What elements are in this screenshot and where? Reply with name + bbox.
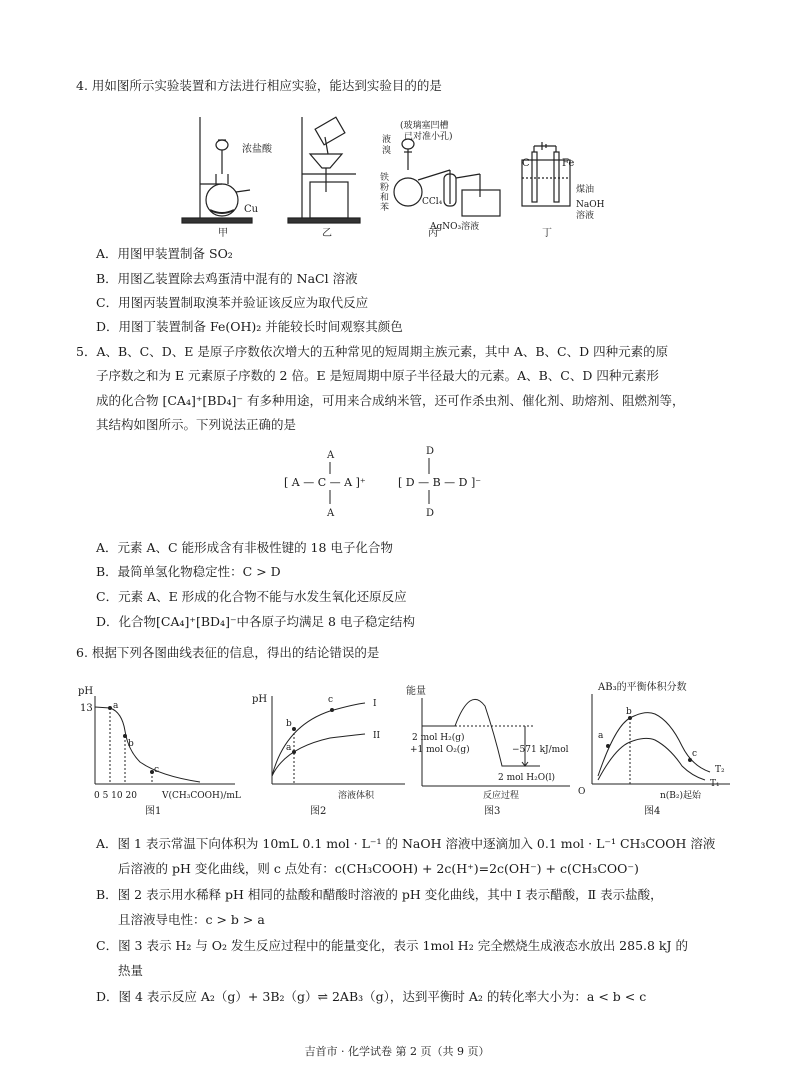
fig4-t2: T₂: [715, 765, 725, 775]
q6-figures: [70, 676, 730, 826]
label-jia: 甲: [218, 228, 228, 237]
fig2-ylabel: pH: [252, 694, 268, 705]
fig2-point-b: b: [286, 719, 292, 729]
label-iron-2: 粉: [380, 183, 390, 193]
q5-option-a: A．元素 A、C 能形成含有非极性键的 18 电子化合物: [96, 540, 393, 555]
q4-option-d: D．用图丁装置制备 Fe(OH)₂ 并能较长时间观察其颜色: [96, 319, 403, 334]
q5-option-b: B．最简单氢化物稳定性：C > D: [96, 564, 281, 579]
label-iron-3: 和: [380, 193, 390, 203]
q5-option-d: D．化合物[CA₄]⁺[BD₄]⁻中各原子均满足 8 电子稳定结构: [96, 614, 415, 629]
fig1-point-b: b: [128, 739, 134, 749]
fig2-curve-2: II: [373, 731, 381, 741]
q4-option-b: B．用图乙装置除去鸡蛋清中混有的 NaCl 溶液: [96, 271, 358, 286]
label-conc-hcl: 浓盐酸: [242, 144, 272, 155]
label-glass-plug-2: 已对准小孔): [404, 132, 453, 142]
label-yi: 乙: [322, 228, 332, 237]
fig2-point-c: c: [328, 695, 334, 705]
apparatus-ding: [522, 142, 570, 206]
q4-option-c: C．用图丙装置制取溴苯并验证该反应为取代反应: [96, 295, 369, 310]
fig1-y13: 13: [80, 703, 93, 714]
fig3-xlabel: 反应过程: [483, 791, 520, 801]
label-glass-plug-1: (玻璃塞凹槽: [400, 121, 449, 131]
fig2-caption: 图2: [310, 806, 327, 817]
structure-top-d: D: [426, 446, 435, 457]
structure-anion: [ D — B — D ]⁻: [398, 476, 482, 489]
fig1-xlabel: V(CH₃COOH)/mL: [162, 791, 241, 801]
q4-option-a: A．用图甲装置制备 SO₂: [96, 246, 233, 261]
label-bing: 丙: [428, 228, 438, 237]
q6-option-a-line2: 后溶液的 pH 变化曲线，则 c 点处有：c(CH₃COOH) + 2c(H⁺)=2c(OH⁻) + c(CH₃COO⁻): [118, 861, 639, 876]
q6-option-c-line2: 热量: [118, 963, 144, 978]
fig3: [406, 684, 570, 817]
q6-option-b-line1: B．图 2 表示用水稀释 pH 相同的盐酸和醋酸时溶液的 pH 变化曲线，其中 Ⅰ 表示醋酸，Ⅱ 表示盐酸，: [96, 887, 663, 902]
fig2-xlabel: 溶液体积: [338, 791, 375, 801]
label-cu: Cu: [244, 204, 259, 215]
structure-bottom-a: A: [327, 508, 335, 519]
label-fe: Fe: [562, 158, 575, 169]
structure-bottom-d: D: [426, 508, 435, 519]
fig2: [252, 694, 405, 817]
q6-stem: 6. 根据下列各图曲线表征的信息，得出的结论错误的是: [76, 645, 380, 660]
q4-stem: 4. 用如图所示实验装置和方法进行相应实验，能达到实验目的的是: [76, 78, 442, 93]
q5-stem-4: 其结构如图所示。下列说法正确的是: [96, 417, 297, 432]
fig1-point-c: c: [154, 765, 160, 775]
q6-option-b-line2: 且溶液导电性：c > b > a: [118, 912, 265, 927]
fig3-react-1: 2 mol H₂(g): [412, 733, 465, 743]
apparatus-yi: [288, 117, 360, 223]
label-ding: 丁: [542, 228, 552, 237]
q6-option-c-line1: C．图 3 表示 H₂ 与 O₂ 发生反应过程中的能量变化，表示 1mol H₂ 完全燃烧生成液态水放出 285.8 kJ 的: [96, 938, 688, 953]
q4-apparatus-figure: [160, 112, 620, 237]
fig4-point-c: c: [692, 749, 698, 759]
apparatus-bing: [394, 139, 500, 216]
fig3-react-2: +1 mol O₂(g): [410, 745, 470, 755]
fig3-product: 2 mol H₂O(l): [498, 773, 556, 783]
q5-stem-2: 子序数之和为 E 元素原子序数的 2 倍。E 是短周期中原子半径最大的元素。A、B、C、D 四种元素形: [96, 368, 659, 383]
fig3-caption: 图3: [484, 806, 501, 817]
fig1-caption: 图1: [145, 806, 162, 817]
q6-option-a-line1: A．图 1 表示常温下向体积为 10mL 0.1 mol · L⁻¹ 的 NaOH 溶液中逐滴加入 0.1 mol · L⁻¹ CH₃COOH 溶液: [96, 836, 716, 851]
fig1: [78, 686, 241, 817]
label-naoh-1: NaOH: [576, 200, 605, 210]
fig1-ylabel: pH: [78, 686, 94, 697]
label-ccl4: CCl₄: [422, 197, 443, 207]
fig2-curve-1: I: [373, 699, 377, 709]
fig4-ylabel: AB₃的平衡体积分数: [598, 682, 687, 693]
fig4-origin: O: [578, 787, 586, 797]
apparatus-jia: [182, 117, 252, 223]
fig3-dh: −571 kJ/mol: [512, 745, 569, 755]
structure-top-a: A: [327, 450, 335, 461]
label-naoh-2: 溶液: [576, 211, 595, 221]
label-iron-1: 铁: [380, 173, 390, 183]
label-c: C: [522, 158, 530, 169]
fig4-caption: 图4: [644, 806, 661, 817]
fig4-point-a: a: [598, 731, 604, 741]
q5-stem-1: 5．A、B、C、D、E 是原子序数依次增大的五种常见的短周期主族元素，其中 A、B、C、D 四种元素的原: [76, 344, 669, 359]
fig4-xlabel: n(B₂)起始: [660, 791, 702, 801]
fig4-point-b: b: [626, 707, 632, 717]
label-liquid-br-1: 液: [382, 135, 392, 145]
fig1-point-a: a: [113, 701, 119, 711]
fig4: [578, 680, 730, 817]
q5-structure-figure: [280, 442, 500, 522]
q5-option-c: C．元素 A、E 形成的化合物不能与水发生氧化还原反应: [96, 589, 407, 604]
fig2-point-a: a: [286, 743, 292, 753]
fig4-t1: T₁: [710, 779, 720, 789]
structure-cation: [ A — C — A ]⁺: [284, 476, 366, 489]
label-agno3: AgNO₃溶液: [430, 222, 480, 232]
page-footer: 吉首市 · 化学试卷 第 2 页（共 9 页）: [304, 1045, 490, 1058]
q5-stem-3: 成的化合物 [CA₄]⁺[BD₄]⁻ 有多种用途，可用来合成纳米管，还可作杀虫剂、催化剂、助熔剂、阻燃剂等，: [96, 393, 685, 408]
label-liquid-br-2: 溴: [382, 146, 392, 156]
fig3-ylabel: 能量: [406, 686, 426, 697]
fig1-xticks: 0 5 10 20: [94, 791, 137, 801]
q6-option-d-line1: D．图 4 表示反应 A₂（g）+ 3B₂（g）⇌ 2AB₃（g），达到平衡时 A₂ 的转化率大小为：a < b < c: [96, 989, 647, 1004]
label-iron-4: 苯: [380, 203, 390, 213]
label-kerosene: 煤油: [576, 185, 595, 195]
